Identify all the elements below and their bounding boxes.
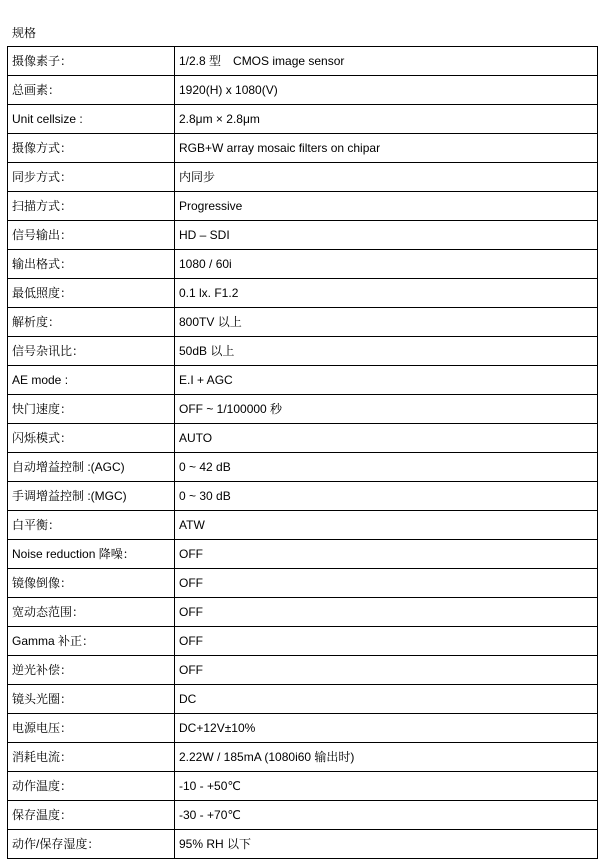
spec-value: 800TV 以上 (175, 308, 598, 337)
table-row (8, 76, 598, 105)
spec-value: 95% RH 以下 (175, 830, 598, 859)
table-row (8, 830, 598, 859)
table-row (8, 540, 598, 569)
spec-value: E.I + AGC (175, 366, 598, 395)
table-row (8, 250, 598, 279)
table-row (8, 424, 598, 453)
spec-label: 逆光补偿： (8, 656, 175, 685)
spec-value: 2.8μm × 2.8μm (175, 105, 598, 134)
spec-value: DC+12V±10% (175, 714, 598, 743)
spec-label: 白平衡： (8, 511, 175, 540)
spec-label: 保存温度： (8, 801, 175, 830)
spec-value: OFF (175, 540, 598, 569)
spec-value: AUTO (175, 424, 598, 453)
spec-label: 信号杂讯比： (8, 337, 175, 366)
spec-value: -10 - +50℃ (175, 772, 598, 801)
spec-label: Gamma 补正： (8, 627, 175, 656)
spec-value: 1920(H) x 1080(V) (175, 76, 598, 105)
spec-value: 50dB 以上 (175, 337, 598, 366)
spec-value: 2.22W / 185mA (1080i60 输出时) (175, 743, 598, 772)
spec-label: 总画素： (8, 76, 175, 105)
table-row (8, 714, 598, 743)
spec-value: OFF (175, 627, 598, 656)
table-row (8, 801, 598, 830)
spec-label: AE mode : (8, 366, 175, 395)
spec-label: 摄像方式： (8, 134, 175, 163)
table-row (8, 685, 598, 714)
spec-value: DC (175, 685, 598, 714)
table-row (8, 627, 598, 656)
spec-value: 0.1 lx. F1.2 (175, 279, 598, 308)
spec-value: 1/2.8 型 CMOS image sensor (175, 47, 598, 76)
spec-label: 消耗电流： (8, 743, 175, 772)
table-row (8, 772, 598, 801)
table-row (8, 482, 598, 511)
spec-value: OFF (175, 598, 598, 627)
spec-label: 快门速度： (8, 395, 175, 424)
spec-label: 闪烁模式： (8, 424, 175, 453)
spec-table (7, 46, 598, 859)
spec-label: 手调增益控制 :(MGC) (8, 482, 175, 511)
spec-label: 动作温度： (8, 772, 175, 801)
spec-label: Unit cellsize : (8, 105, 175, 134)
table-row (8, 337, 598, 366)
spec-label: 镜像倒像： (8, 569, 175, 598)
spec-label: 信号输出： (8, 221, 175, 250)
spec-label: 镜头光圈： (8, 685, 175, 714)
table-row (8, 221, 598, 250)
table-row (8, 598, 598, 627)
spec-value: 0 ~ 30 dB (175, 482, 598, 511)
spec-value: Progressive (175, 192, 598, 221)
spec-value: OFF ~ 1/100000 秒 (175, 395, 598, 424)
spec-value: 0 ~ 42 dB (175, 453, 598, 482)
table-row (8, 569, 598, 598)
spec-value: RGB+W array mosaic filters on chipar (175, 134, 598, 163)
spec-label: 电源电压： (8, 714, 175, 743)
table-row (8, 743, 598, 772)
table-row (8, 134, 598, 163)
spec-value: -30 - +70℃ (175, 801, 598, 830)
spec-label: Noise reduction 降噪： (8, 540, 175, 569)
spec-label: 最低照度： (8, 279, 175, 308)
table-row (8, 105, 598, 134)
spec-value: ATW (175, 511, 598, 540)
spec-label: 自动增益控制 :(AGC) (8, 453, 175, 482)
spec-label: 摄像素子： (8, 47, 175, 76)
table-row (8, 366, 598, 395)
spec-label: 扫描方式： (8, 192, 175, 221)
spec-label: 动作/保存湿度： (8, 830, 175, 859)
table-row (8, 395, 598, 424)
spec-label: 输出格式： (8, 250, 175, 279)
spec-value: OFF (175, 569, 598, 598)
table-row (8, 47, 598, 76)
table-row (8, 656, 598, 685)
table-row (8, 511, 598, 540)
spec-value: OFF (175, 656, 598, 685)
spec-label: 同步方式： (8, 163, 175, 192)
table-row (8, 192, 598, 221)
table-row (8, 279, 598, 308)
table-row (8, 163, 598, 192)
table-row (8, 453, 598, 482)
spec-label: 解析度： (8, 308, 175, 337)
document-title: 规格 (12, 26, 37, 40)
table-row (8, 308, 598, 337)
spec-label: 宽动态范围： (8, 598, 175, 627)
spec-value: HD – SDI (175, 221, 598, 250)
spec-value: 1080 / 60i (175, 250, 598, 279)
spec-value: 内同步 (175, 163, 598, 192)
